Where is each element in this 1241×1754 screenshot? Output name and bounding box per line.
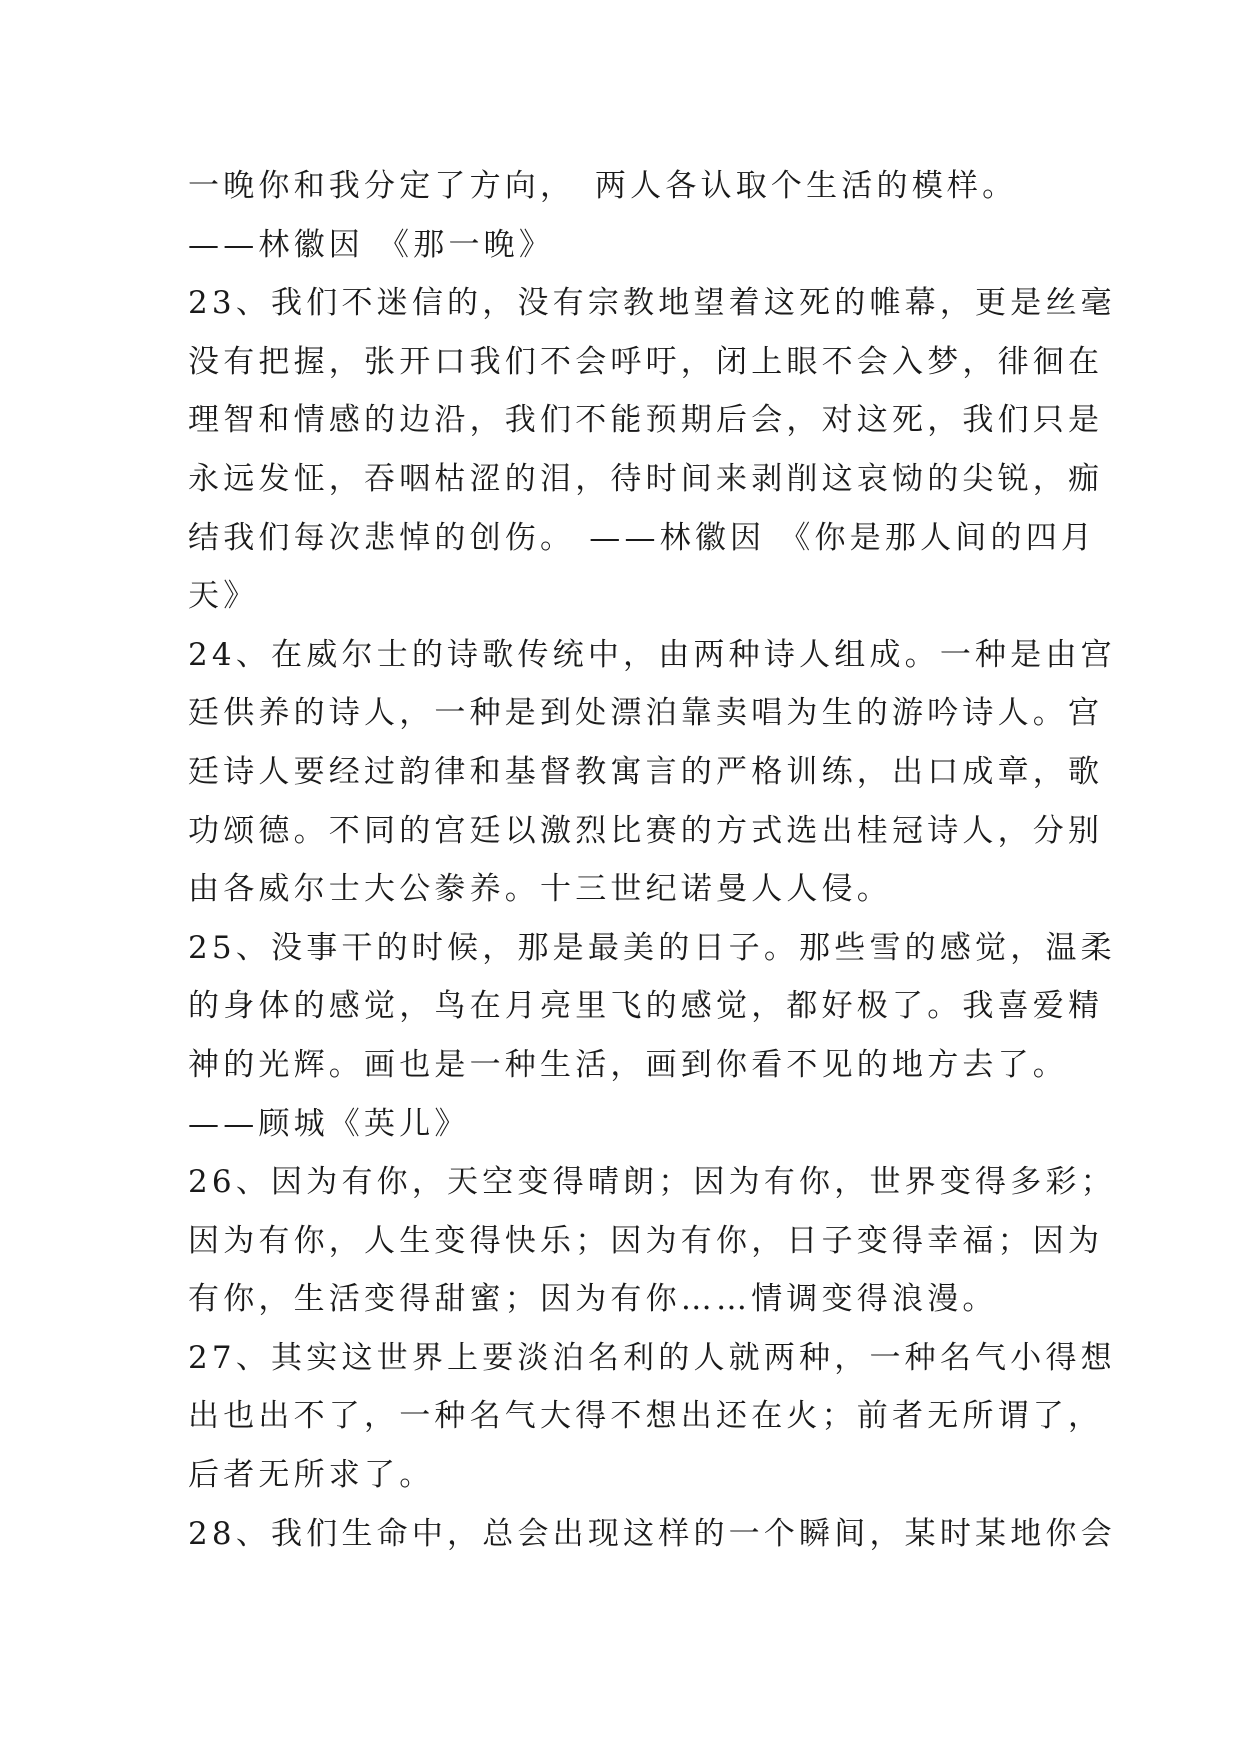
text-line: 25、没事干的时候，那是最美的日子。那些雪的感觉，温柔: [188, 929, 1116, 966]
text-line: 24、在威尔士的诗歌传统中，由两种诗人组成。一种是由宫: [188, 636, 1116, 673]
text-line: 廷供养的诗人，一种是到处漂泊靠卖唱为生的游吟诗人。宫: [188, 695, 1104, 732]
text-line: 出也出不了，一种名气大得不想出还在火；前者无所谓了，: [188, 1398, 1104, 1435]
text-line: 神的光辉。画也是一种生活，画到你看不见的地方去了。: [188, 1046, 1068, 1083]
text-line: 28、我们生命中，总会出现这样的一个瞬间，某时某地你会: [188, 1515, 1116, 1552]
text-line: 结我们每次悲悼的创伤。 ——林徽因 《你是那人间的四月: [188, 519, 1097, 556]
text-line: ——林徽因 《那一晚》: [188, 226, 555, 263]
text-line: 没有把握，张开口我们不会呼吁，闭上眼不会入梦，徘徊在: [188, 343, 1104, 380]
text-line: 的身体的感觉，鸟在月亮里飞的感觉，都好极了。我喜爱精: [188, 988, 1104, 1025]
text-line: 一晚你和我分定了方向， 两人各认取个生活的模样。: [188, 168, 1018, 204]
text-line: 永远发怔，吞咽枯涩的泪，待时间来剥削这哀恸的尖锐，痂: [188, 460, 1104, 497]
body-text: [188, 157, 1116, 1563]
text-line: 后者无所求了。: [188, 1457, 435, 1494]
text-line: 23、我们不迷信的，没有宗教地望着这死的帷幕，更是丝毫: [188, 285, 1116, 322]
text-line: 理智和情感的边沿，我们不能预期后会，对这死，我们只是: [188, 402, 1104, 439]
text-line: 功颂德。不同的宫廷以激烈比赛的方式选出桂冠诗人，分别: [188, 812, 1104, 849]
text-line: ——顾城《英儿》: [188, 1105, 470, 1142]
text-line: 廷诗人要经过韵律和基督教寓言的严格训练，出口成章，歌: [188, 753, 1104, 790]
text-line: 因为有你，人生变得快乐；因为有你，日子变得幸福；因为: [188, 1222, 1104, 1259]
text-line: 天》: [188, 578, 259, 615]
text-line: 由各威尔士大公豢养。十三世纪诺曼人人侵。: [188, 871, 892, 908]
text-line: 26、因为有你，天空变得晴朗；因为有你，世界变得多彩；: [188, 1164, 1116, 1201]
text-line: 27、其实这世界上要淡泊名利的人就两种，一种名气小得想: [188, 1339, 1116, 1376]
text-line: 有你，生活变得甜蜜；因为有你……情调变得浪漫。: [188, 1281, 998, 1318]
